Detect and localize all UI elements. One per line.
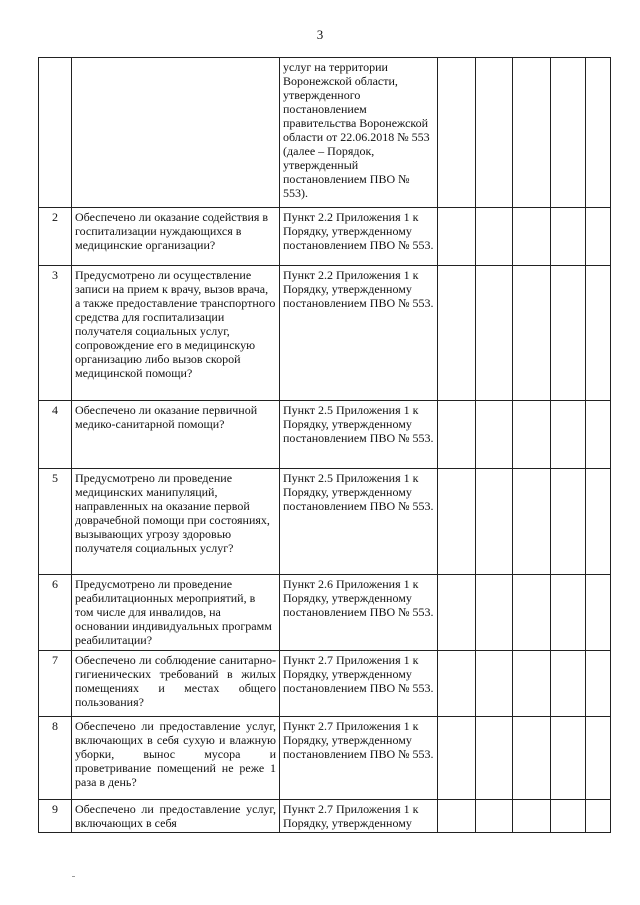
answer-cell[interactable] <box>438 401 476 469</box>
answer-cell[interactable] <box>438 717 476 800</box>
question-text: Обеспечено ли оказание первичной медико-санитарной помощи? <box>72 401 280 469</box>
table-row <box>39 575 611 651</box>
table-row <box>39 469 611 575</box>
answer-cell[interactable] <box>513 800 551 833</box>
reference-text: Пункт 2.7 Приложения 1 к Порядку, утвержденному постановлением ПВО № 553. <box>280 651 438 717</box>
answer-cell[interactable] <box>551 575 586 651</box>
answer-cell[interactable] <box>551 266 586 401</box>
answer-cell[interactable] <box>476 469 513 575</box>
row-number: 2 <box>39 208 72 266</box>
answer-cell[interactable] <box>586 575 611 651</box>
question-text: Обеспечено ли соблюдение санитарно-гигиенических требований в жилых помещениях и местах общего пользования? <box>72 651 280 717</box>
answer-cell[interactable] <box>513 208 551 266</box>
answer-cell[interactable] <box>513 651 551 717</box>
answer-cell[interactable] <box>586 469 611 575</box>
row-number: 9 <box>39 800 72 833</box>
answer-cell[interactable] <box>586 651 611 717</box>
reference-text: услуг на территории Воронежской области, утвержденного постановлением правительства Воронежской области от 22.06.2018 № 553 (далее – Порядок, утвержденный постановлением ПВО № 553). <box>280 58 438 208</box>
answer-cell[interactable] <box>586 401 611 469</box>
reference-text: Пункт 2.5 Приложения 1 к Порядку, утвержденному постановлением ПВО № 553. <box>280 469 438 575</box>
answer-cell[interactable] <box>513 401 551 469</box>
answer-cell[interactable] <box>438 58 476 208</box>
row-number: 7 <box>39 651 72 717</box>
scan-artifact <box>72 876 75 877</box>
table-row <box>39 800 611 833</box>
answer-cell[interactable] <box>438 266 476 401</box>
answer-cell[interactable] <box>438 800 476 833</box>
answer-cell[interactable] <box>438 469 476 575</box>
reference-text: Пункт 2.7 Приложения 1 к Порядку, утвержденному <box>280 800 438 833</box>
answer-cell[interactable] <box>438 651 476 717</box>
answer-cell[interactable] <box>586 58 611 208</box>
row-number: 6 <box>39 575 72 651</box>
answer-cell[interactable] <box>476 651 513 717</box>
answer-cell[interactable] <box>513 469 551 575</box>
answer-cell[interactable] <box>586 800 611 833</box>
row-number <box>39 58 72 208</box>
row-number: 4 <box>39 401 72 469</box>
table-row <box>39 266 611 401</box>
answer-cell[interactable] <box>586 717 611 800</box>
reference-text: Пункт 2.7 Приложения 1 к Порядку, утвержденному постановлением ПВО № 553. <box>280 717 438 800</box>
row-number: 3 <box>39 266 72 401</box>
question-text <box>72 58 280 208</box>
table-row <box>39 651 611 717</box>
answer-cell[interactable] <box>513 266 551 401</box>
answer-cell[interactable] <box>551 651 586 717</box>
checklist-table <box>38 57 611 833</box>
answer-cell[interactable] <box>438 208 476 266</box>
row-number: 5 <box>39 469 72 575</box>
table-row <box>39 208 611 266</box>
answer-cell[interactable] <box>551 58 586 208</box>
answer-cell[interactable] <box>476 800 513 833</box>
answer-cell[interactable] <box>551 401 586 469</box>
question-text: Обеспечено ли оказание содействия в госпитализации нуждающихся в медицинские организации? <box>72 208 280 266</box>
reference-text: Пункт 2.6 Приложения 1 к Порядку, утвержденному постановлением ПВО № 553. <box>280 575 438 651</box>
answer-cell[interactable] <box>476 401 513 469</box>
question-text: Предусмотрено ли проведение медицинских манипуляций, направленных на оказание первой доврачебной помощи при состояниях, вызывающих угрозу здоровью получателя социальных услуг? <box>72 469 280 575</box>
answer-cell[interactable] <box>586 266 611 401</box>
row-number: 8 <box>39 717 72 800</box>
table-row <box>39 717 611 800</box>
answer-cell[interactable] <box>438 575 476 651</box>
answer-cell[interactable] <box>476 58 513 208</box>
question-text: Предусмотрено ли осуществление записи на прием к врачу, вызов врача, а также предоставление транспортного средства для госпитализации получателя социальных услуг, сопровождение его в медицинскую организацию либо вызов скорой медицинской помощи? <box>72 266 280 401</box>
question-text: Обеспечено ли предоставление услуг, включающих в себя сухую и влажную уборки, вынос мусора и проветривание помещений не реже 1 раза в день? <box>72 717 280 800</box>
reference-text: Пункт 2.2 Приложения 1 к Порядку, утвержденному постановлением ПВО № 553. <box>280 266 438 401</box>
question-text: Предусмотрено ли проведение реабилитационных мероприятий, в том числе для инвалидов, на основании индивидуальных программ реабилитации? <box>72 575 280 651</box>
answer-cell[interactable] <box>551 717 586 800</box>
reference-text: Пункт 2.5 Приложения 1 к Порядку, утвержденному постановлением ПВО № 553. <box>280 401 438 469</box>
answer-cell[interactable] <box>551 800 586 833</box>
answer-cell[interactable] <box>551 208 586 266</box>
answer-cell[interactable] <box>513 575 551 651</box>
page-number: 3 <box>316 27 324 42</box>
table-row <box>39 58 611 208</box>
question-text: Обеспечено ли предоставление услуг, включающих в себя <box>72 800 280 833</box>
answer-cell[interactable] <box>476 717 513 800</box>
answer-cell[interactable] <box>476 575 513 651</box>
answer-cell[interactable] <box>513 58 551 208</box>
answer-cell[interactable] <box>476 208 513 266</box>
table-row <box>39 401 611 469</box>
answer-cell[interactable] <box>551 469 586 575</box>
reference-text: Пункт 2.2 Приложения 1 к Порядку, утвержденному постановлением ПВО № 553. <box>280 208 438 266</box>
answer-cell[interactable] <box>513 717 551 800</box>
answer-cell[interactable] <box>476 266 513 401</box>
answer-cell[interactable] <box>586 208 611 266</box>
